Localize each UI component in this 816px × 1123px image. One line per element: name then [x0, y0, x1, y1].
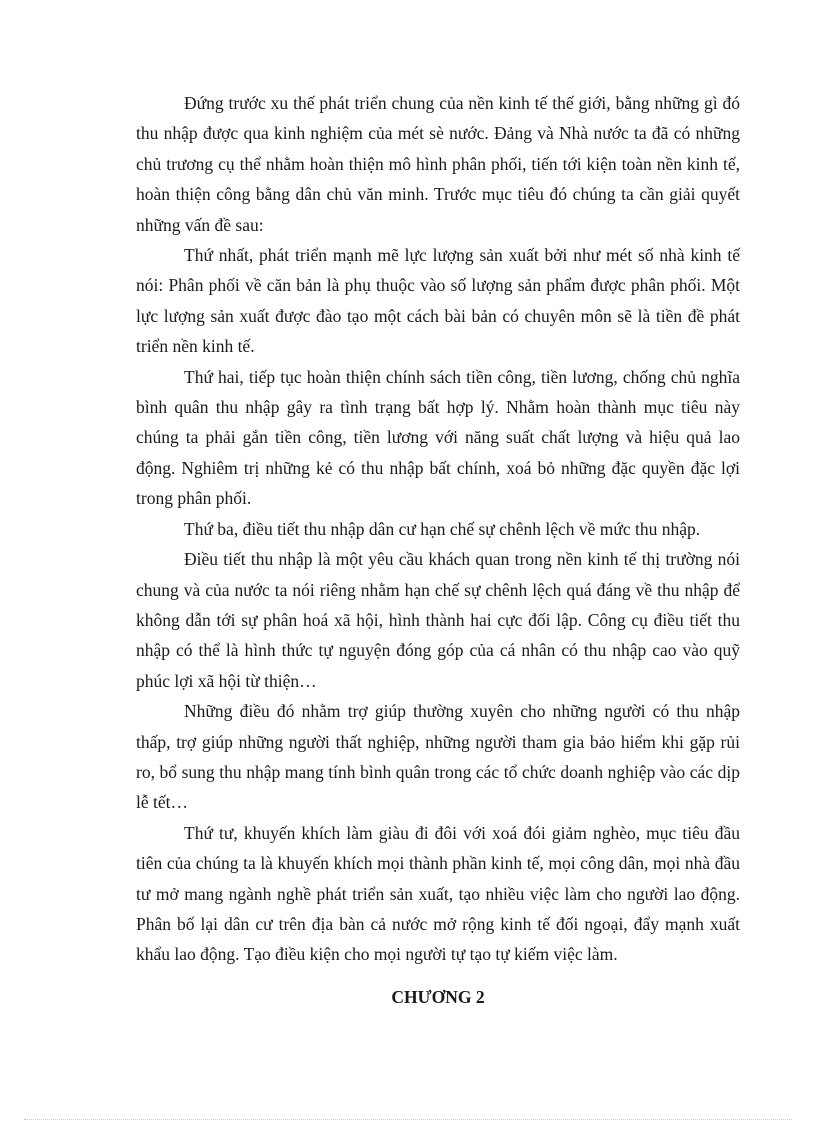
paragraph-first-point: Thứ nhất, phát triển mạnh mẽ lực lượng sản xuất bởi như mét số nhà kinh tế nói: Phân phối về căn bản là phụ thuộc vào số lượng sản phẩm được phân phối. Một lực lượng sản xuất được đào tạo một cách bài bản có chuyên môn sẽ là tiền đề phát triển nền kinh tế.: [136, 245, 740, 357]
body-text: [136, 88, 740, 970]
paragraph-fourth-point: Thứ tư, khuyến khích làm giàu đi đôi với xoá đói giảm nghèo, mục tiêu đầu tiên của chúng ta là khuyến khích mọi thành phần kinh tế, mọi công dân, mọi nhà đầu tư mở mang ngành nghề phát triển sản xuất, tạo nhiều việc làm cho người lao động. Phân bố lại dân cư trên địa bàn cả nước mở rộng kinh tế đối ngoại, đẩy mạnh xuất khẩu lao động. Tạo điều kiện cho mọi người tự tạo tự kiếm việc làm.: [136, 822, 740, 965]
paragraph-second-point: Thứ hai, tiếp tục hoàn thiện chính sách tiền công, tiền lương, chống chủ nghĩa bình quân thu nhập gây ra tình trạng bất hợp lý. Nhằm hoàn thành mục tiêu này chúng ta phải gắn tiền công, tiền lương với năng suất chất lượng và hiệu quả lao động. Nghiêm trị những kẻ có thu nhập bất chính, xoá bỏ những đặc quyền đặc lợi trong phân phối.: [136, 366, 740, 509]
paragraph-support: Những điều đó nhằm trợ giúp thường xuyên cho những người có thu nhập thấp, trợ giúp những người thất nghiệp, những người tham gia bảo hiểm khi gặp rủi ro, bổ sung thu nhập mang tính bình quân trong các tổ chức doanh nghiệp vào các dịp lễ tết…: [136, 701, 740, 813]
paragraph-third-point: Thứ ba, điều tiết thu nhập dân cư hạn chế sự chênh lệch về mức thu nhập.: [184, 518, 701, 539]
paragraph-income-regulation: Điều tiết thu nhập là một yêu cầu khách quan trong nền kinh tế thị trường nói chung và của nước ta nói riêng nhằm hạn chế sự chênh lệch quá đáng về thu nhập để không dẫn tới sự phân hoá xã hội, hình thành hai cực đối lập. Công cụ điều tiết thu nhập có thể là hình thức tự nguyện đóng góp của cá nhân có thu nhập cao vào quỹ phúc lợi xã hội từ thiện…: [136, 549, 740, 691]
page-bottom-divider: [24, 1119, 792, 1120]
chapter-heading: CHƯƠNG 2: [391, 987, 485, 1007]
paragraph-intro: Đứng trước xu thế phát triển chung của nền kinh tế thế giới, bằng những gì đó thu nhập được qua kinh nghiệm của mét sè nước. Đảng và Nhà nước ta đã có những chủ trương cụ thể nhằm hoàn thiện mô hình phân phối, tiến tới kiện toàn nền kinh tế, hoàn thiện công bằng dân chủ văn minh. Trước mục tiêu đó chúng ta cần giải quyết những vấn đề sau:: [136, 93, 740, 235]
